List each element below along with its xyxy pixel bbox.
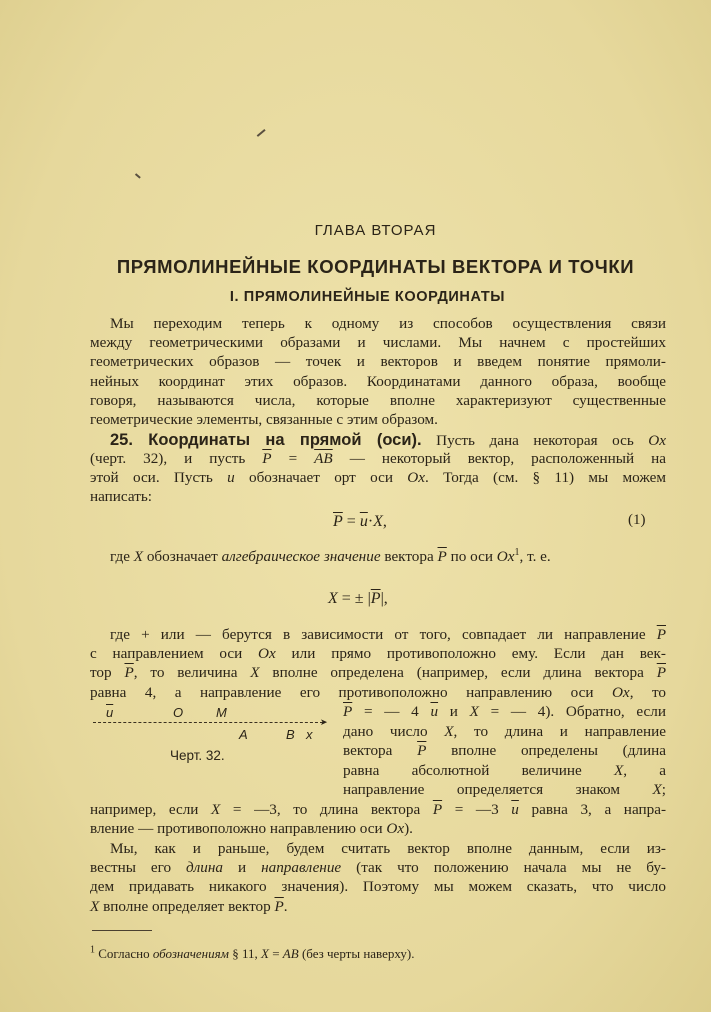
text-segment: u bbox=[227, 469, 235, 486]
label-b: B bbox=[286, 727, 295, 742]
text-line bbox=[110, 315, 666, 333]
text-line bbox=[90, 373, 666, 391]
vector-symbol: $\overline{AB}$ bbox=[314, 450, 333, 467]
text-segment: вполне определяет вектор bbox=[99, 898, 275, 915]
formula-1 bbox=[333, 512, 387, 532]
text-segment: . bbox=[283, 898, 288, 915]
text-segment: X bbox=[469, 703, 479, 720]
footnote bbox=[90, 946, 414, 962]
text-segment: . Тогда (см. § 11) мы можем bbox=[424, 469, 666, 486]
text-line bbox=[90, 645, 666, 663]
vector-symbol: $\overline{P}$ bbox=[262, 450, 272, 467]
vector-symbol: $\overline{P}$ bbox=[432, 801, 443, 818]
text-segment: вестны его bbox=[90, 859, 186, 876]
text-segment: X bbox=[211, 801, 221, 818]
section-heading: I. ПРЯМОЛИНЕЙНЫЕ КООРДИНАТЫ bbox=[229, 289, 506, 305]
text-segment: , то величина bbox=[133, 664, 251, 681]
text-segment: Ox bbox=[258, 645, 276, 662]
text-segment: обозначениям bbox=[152, 946, 229, 961]
text-segment: (без черты наверху). bbox=[298, 946, 415, 961]
text-line bbox=[343, 723, 666, 741]
text-segment: X bbox=[328, 590, 338, 607]
text-segment: Мы, как и раньше, будем считать вектор вполне данным, если из- bbox=[110, 840, 666, 857]
label-m: M bbox=[216, 705, 227, 720]
text-segment: Ox bbox=[648, 432, 667, 449]
text-segment: и bbox=[223, 859, 262, 876]
vector-symbol: $\overline{P}$ bbox=[333, 513, 343, 530]
text-line bbox=[110, 840, 666, 858]
text-segment: = — 4). Обратно, если bbox=[478, 703, 666, 720]
text-segment: Ox bbox=[611, 684, 630, 701]
label-u: $\overline{u}$ bbox=[106, 705, 114, 720]
text-segment: = — 4 bbox=[352, 703, 431, 720]
text-line bbox=[343, 781, 666, 799]
text-segment: дем придавать никакого значения). Поэтому мы можем сказать, что число bbox=[90, 878, 666, 895]
text-segment: = bbox=[271, 450, 315, 467]
text-line bbox=[110, 548, 666, 566]
vector-symbol: $\overline{P}$ bbox=[124, 664, 134, 681]
text-segment: тор bbox=[90, 664, 125, 681]
text-segment: алгебраическое значение bbox=[221, 548, 381, 565]
vector-symbol: $\overline{P}$ bbox=[343, 703, 353, 720]
text-line bbox=[110, 431, 666, 449]
text-line bbox=[110, 626, 666, 644]
text-segment: например, если bbox=[90, 801, 212, 818]
text-line bbox=[90, 684, 666, 702]
axis-line bbox=[93, 722, 323, 723]
text-segment: этой оси. Пусть bbox=[90, 469, 228, 486]
text-segment: |, bbox=[380, 590, 388, 607]
text-line bbox=[343, 762, 666, 780]
text-segment: X bbox=[90, 898, 100, 915]
text-segment: X bbox=[373, 513, 383, 530]
text-line bbox=[90, 878, 666, 896]
text-segment: X bbox=[261, 946, 269, 961]
text-segment: геометрических образов — точек и векторов и введем понятие прямоли- bbox=[90, 353, 666, 370]
text-line bbox=[90, 859, 666, 877]
text-segment: говоря, называются числа, которые вполне характеризуют существенные bbox=[90, 392, 666, 409]
text-segment: или прямо противоположно ему. Если дан век- bbox=[275, 645, 666, 662]
text-segment: — некоторый вектор, расположенный на bbox=[332, 450, 666, 467]
text-segment: , т. е. bbox=[519, 548, 551, 565]
text-line bbox=[90, 488, 666, 506]
footnote-mark: 1 bbox=[90, 944, 95, 956]
vector-symbol: $\overline{P}$ bbox=[437, 548, 447, 565]
text-segment: = —3, то длина вектора bbox=[220, 801, 433, 818]
text-line bbox=[343, 703, 666, 721]
text-line bbox=[90, 469, 666, 487]
text-segment: между геометрическими образами и числами. Мы начнем с простейших bbox=[90, 334, 666, 351]
text-segment: обозначает bbox=[143, 548, 222, 565]
text-segment: обозначает орт оси bbox=[234, 469, 408, 486]
text-segment: вектора bbox=[343, 742, 418, 759]
footnote-mark: 1 bbox=[514, 546, 520, 558]
vector-symbol: $\overline{P}$ bbox=[656, 626, 666, 643]
vector-symbol: $\overline{P}$ bbox=[274, 898, 284, 915]
text-segment: (так что положению начала мы не бу- bbox=[341, 859, 666, 876]
vector-symbol: $\overline{u}$ bbox=[430, 703, 439, 720]
vector-symbol: $\overline{u}$ bbox=[511, 801, 519, 818]
chapter-title: ПРЯМОЛИНЕЙНЫЕ КООРДИНАТЫ ВЕКТОРА И ТОЧКИ bbox=[116, 256, 635, 277]
text-segment: = —3 bbox=[442, 801, 512, 818]
text-segment: , а bbox=[623, 762, 666, 779]
footnote-rule bbox=[92, 930, 152, 931]
text-segment: Пусть дана некоторая ось bbox=[421, 432, 649, 449]
text-segment: X bbox=[250, 664, 260, 681]
text-segment: вполне определены (длина bbox=[426, 742, 666, 759]
text-segment: вектора bbox=[380, 548, 438, 565]
text-segment: X bbox=[444, 723, 454, 740]
text-segment: Ox bbox=[407, 469, 425, 486]
text-segment: Ox bbox=[386, 820, 405, 837]
text-line bbox=[90, 450, 666, 468]
text-segment: направление определяется знаком bbox=[343, 781, 653, 798]
text-segment: Ox bbox=[496, 548, 515, 565]
text-segment: § 11, bbox=[228, 946, 261, 961]
paragraph-heading: 25. Координаты на прямой (оси). bbox=[110, 431, 422, 449]
text-segment: , то длина и направление bbox=[453, 723, 666, 740]
text-segment: , bbox=[382, 513, 387, 530]
text-segment: написать: bbox=[90, 488, 152, 505]
formula-2 bbox=[328, 589, 388, 609]
text-segment: = ± | bbox=[337, 590, 371, 607]
text-segment: X bbox=[652, 781, 662, 798]
text-segment: где + или — берутся в зависимости от того, совпадает ли направление bbox=[110, 626, 657, 643]
text-segment: дано число bbox=[343, 723, 445, 740]
text-segment: (черт. 32), и пусть bbox=[90, 450, 263, 467]
text-segment: · bbox=[367, 513, 374, 530]
chapter-heading: ГЛАВА ВТОРАЯ bbox=[314, 222, 437, 239]
vector-symbol: $\overline{P}$ bbox=[656, 664, 666, 681]
text-segment: направление bbox=[261, 859, 342, 876]
text-line bbox=[90, 801, 666, 819]
equation-number: (1) bbox=[628, 512, 646, 528]
text-line bbox=[90, 392, 666, 410]
text-segment: Согласно bbox=[95, 946, 153, 961]
text-line bbox=[90, 411, 666, 429]
label-x: x bbox=[306, 727, 313, 742]
text-segment: ). bbox=[404, 820, 413, 837]
text-segment: = bbox=[268, 946, 283, 961]
text-segment: равна 4, а направление его противоположно направлению оси bbox=[90, 684, 612, 701]
text-segment: , то bbox=[629, 684, 667, 701]
vector-symbol: $\overline{u}$ bbox=[359, 513, 368, 530]
text-segment: X bbox=[133, 548, 144, 565]
text-line bbox=[90, 820, 666, 838]
label-a: A bbox=[239, 727, 248, 742]
label-o: O bbox=[173, 705, 184, 720]
text-segment: с направлением оси bbox=[90, 645, 259, 662]
text-line bbox=[343, 742, 666, 760]
figure-caption: Черт. 32. bbox=[170, 748, 225, 763]
text-line bbox=[90, 353, 666, 371]
text-line bbox=[90, 664, 666, 682]
text-segment: ; bbox=[661, 781, 666, 798]
text-segment: AB bbox=[282, 946, 299, 961]
text-segment: X bbox=[613, 762, 624, 779]
text-segment: Мы переходим теперь к одному из способов осуществления связи bbox=[110, 315, 666, 332]
text-segment: = bbox=[342, 513, 360, 530]
text-line bbox=[90, 334, 666, 352]
text-segment: равна 3, а напра- bbox=[518, 801, 666, 818]
text-segment: равна абсолютной величине bbox=[343, 762, 614, 779]
text-segment: нейных координат этих образов. Координатами данного образа, вообще bbox=[90, 373, 666, 390]
vector-symbol: $\overline{P}$ bbox=[370, 590, 381, 607]
arrow-icon: ➤ bbox=[320, 717, 328, 727]
text-segment: геометрические элементы, связанные с этим образом. bbox=[90, 411, 438, 428]
vector-symbol: $\overline{P}$ bbox=[417, 742, 427, 759]
text-line bbox=[90, 898, 666, 916]
text-segment: по оси bbox=[446, 548, 497, 565]
text-segment: и bbox=[438, 703, 470, 720]
text-segment: где bbox=[110, 548, 134, 565]
text-segment: вление — противоположно направлению оси bbox=[90, 820, 387, 837]
text-segment: вполне определена (например, если длина вектора bbox=[259, 664, 657, 681]
text-segment: длина bbox=[186, 859, 224, 876]
